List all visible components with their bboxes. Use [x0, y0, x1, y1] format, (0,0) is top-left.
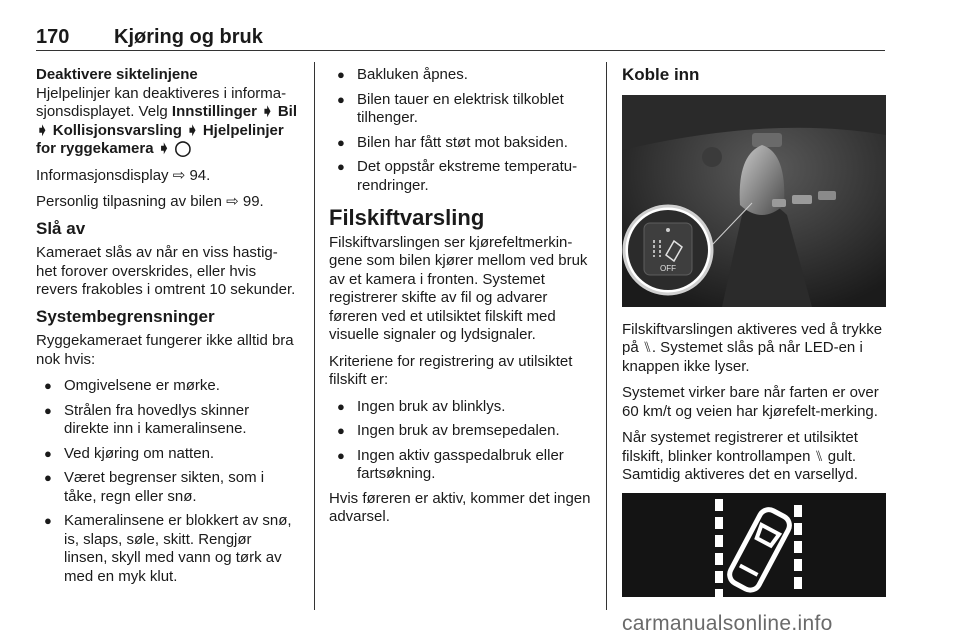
watermark: carmanualsonline.info — [622, 612, 833, 635]
cross-reference-personalization[interactable]: Personlig tilpasning av bilen ⇨ 99. — [36, 193, 264, 210]
limitations-intro: Ryggekameraet fungerer ikke alltid bra nok hvis: — [36, 332, 294, 368]
criteria-intro: Kriteriene for registrering av utilsiktet filskift er: — [329, 352, 573, 388]
gear-console-illustration — [622, 95, 886, 307]
list-item: ● Bilen tauer en elektrisk tilkoblet tilhenger. — [329, 91, 593, 128]
column-1 — [36, 66, 298, 592]
limitations-list — [36, 377, 298, 586]
list-item: ● Strålen fra hovedlys skinner direkte inn i kameralinsene. — [36, 402, 298, 439]
button-off-label: OFF — [660, 263, 676, 273]
list-item: ● Været begrenser sikten, som i tåke, regn eller snø. — [36, 469, 298, 506]
list-item: ● Ingen bruk av blinklys. — [329, 398, 593, 417]
activate-paragraph: Filskiftvarslingen aktiveres ved å trykke på ⑊. Systemet slås på når LED-en i knappen ikke lyser. — [622, 320, 883, 375]
page-header — [36, 26, 885, 51]
lane-warning-symbol-figure — [622, 493, 886, 597]
lane-departure-paragraph: Filskiftvarslingen ser kjørefeltmerkin-gene som bilen kjører mellom ved bruk av et kamera i fronten. Systemet registrerer skifte av fil og advarer føreren ved et utilsiktet filskift med visuelle signaler og lydsignaler. — [329, 233, 588, 343]
switch-off-paragraph: Kameraet slås av når en viss hastig-het forover overskrides, eller hvis revers frakobles i omtrent 10 sekunder. — [36, 244, 296, 298]
dashboard-button-photo — [622, 95, 886, 307]
list-item: ● Bilen har fått støt mot baksiden. — [329, 134, 593, 153]
menu-path: Innstillinger ➧ Bil ➧ Kollisjonsvarsling ➧ Hjelpelinjer for ryggekamera ➧ ◯ — [36, 103, 297, 157]
speed-paragraph: Systemet virker bare når farten er over 60 km/t og veien har kjørefelt-merking. — [622, 384, 879, 420]
cross-reference-info-display[interactable]: Informasjonsdisplay ⇨ 94. — [36, 166, 211, 184]
list-item: ● Det oppstår ekstreme temperatu-rendringer. — [329, 158, 593, 195]
list-item: ● Ingen bruk av bremsepedalen. — [329, 422, 593, 441]
page-number: 170 — [36, 26, 70, 48]
list-item: ● Omgivelsene er mørke. — [36, 377, 298, 396]
column-3 — [622, 66, 886, 611]
deactivate-paragraph: Hjelpelinjer kan deaktiveres i informa-sjonsdisplayet. Velg Innstillinger ➧ Bil ➧ Kollisjonsvarsling ➧ Hjelpelinjer for ryggekamera ➧ ◯ — [36, 84, 297, 157]
heading-switch-off: Slå av — [36, 218, 86, 238]
list-item: ● Bakluken åpnes. — [329, 66, 593, 85]
column-divider — [606, 62, 607, 610]
lane-departure-icon — [622, 493, 886, 597]
subheading-deactivate: Deaktivere siktelinjene — [36, 66, 198, 83]
active-driver-paragraph: Hvis føreren er aktiv, kommer det ingen advarsel. — [329, 489, 591, 525]
list-item: ● Ingen aktiv gasspedalbruk eller fartsøkning. — [329, 447, 593, 484]
heading-switch-on: Koble inn — [622, 65, 700, 84]
heading-lane-departure: Filskiftvarsling — [329, 205, 485, 230]
column-2 — [329, 66, 593, 535]
criteria-list — [329, 398, 593, 484]
list-item: ● Kameralinsene er blokkert av snø, is, slaps, søle, skitt. Rengjør linsen, skyll med vann og tørk av med en myk klut. — [36, 512, 298, 586]
heading-limitations: Systembegrensninger — [36, 306, 215, 326]
column-divider — [314, 62, 315, 610]
chapter-title: Kjøring og bruk — [114, 26, 263, 48]
warning-paragraph: Når systemet registrerer et utilsiktet filskift, blinker kontrollampen ⑊ gult. Samtidig aktiveres det en varsellyd. — [622, 429, 858, 483]
list-item: ● Ved kjøring om natten. — [36, 445, 298, 464]
limitations-list-continued — [329, 66, 593, 195]
